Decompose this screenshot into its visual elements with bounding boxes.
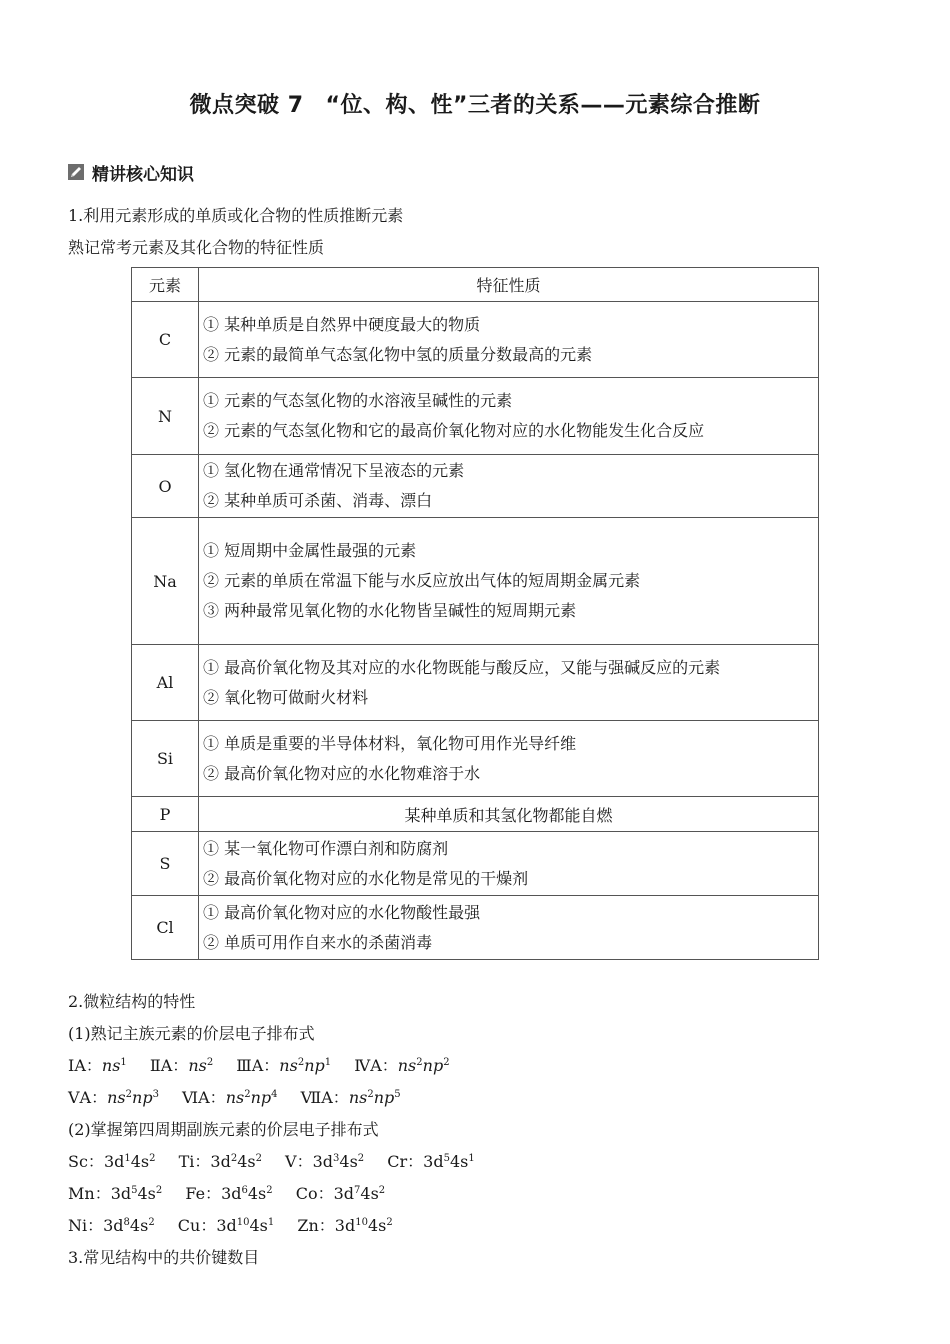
table-row (132, 797, 819, 832)
props-cell (199, 378, 819, 455)
props-cell (199, 518, 819, 645)
transition-line (68, 1152, 475, 1172)
pencil-square-icon (68, 164, 84, 180)
prop-line: ① 元素的气态氢化物的水溶液呈碱性的元素 (203, 391, 513, 410)
element-cell: P (132, 797, 199, 832)
config-item: ⅠA：$ns^1$ (68, 1056, 127, 1075)
props-cell (199, 455, 819, 518)
table-header-props: 特征性质 (199, 268, 819, 302)
item1-heading: 1.利用元素形成的单质或化合物的性质推断元素 (68, 206, 404, 225)
prop-line: ② 单质可用作自来水的杀菌消毒 (203, 932, 433, 952)
config-item: Fe：$3d^64s^2$ (185, 1184, 273, 1203)
config-item: ⅣA：$ns^2np^2$ (354, 1056, 450, 1075)
prop-line: ③ 两种最常见氧化物的水化物皆呈碱性的短周期元素 (203, 601, 577, 620)
item3-heading: 3.常见结构中的共价键数目 (68, 1248, 260, 1267)
prop-line: ② 元素的最简单气态氢化物中氢的质量分数最高的元素 (203, 344, 593, 364)
table-row (132, 302, 819, 378)
prop-line: ① 某一氧化物可作漂白剂和防腐剂 (203, 838, 449, 858)
config-item: ⅥA：$ns^2np^4$ (182, 1088, 278, 1107)
config-item: Mn：$3d^54s^2$ (68, 1184, 163, 1203)
prop-line: ② 某种单质可杀菌、消毒、漂白 (203, 491, 433, 510)
prop-line: ② 最高价氧化物对应的水化物是常见的干燥剂 (203, 868, 529, 888)
config-item: ⅢA：$ns^2np^1$ (236, 1056, 332, 1075)
main-group-line (68, 1088, 401, 1108)
config-item: Zn：$3d^{10}4s^2$ (297, 1216, 393, 1235)
element-cell: Al (132, 645, 199, 721)
prop-line: ① 最高价氧化物对应的水化物酸性最强 (203, 902, 481, 922)
item2-sub1: (1)熟记主族元素的价层电子排布式 (68, 1024, 315, 1043)
prop-line: ① 短周期中金属性最强的元素 (203, 541, 417, 560)
config-item: Sc：$3d^14s^2$ (68, 1152, 156, 1171)
title-part2: “位、构、性”三者的关系——元素综合推断 (325, 93, 761, 118)
element-cell: Na (132, 518, 199, 645)
config-item: ⅦA：$ns^2np^5$ (300, 1088, 401, 1107)
table-row (132, 896, 819, 960)
element-cell: Si (132, 721, 199, 797)
props-cell (199, 645, 819, 721)
item2-heading: 2.微粒结构的特性 (68, 992, 196, 1011)
table-row (132, 455, 819, 518)
table-row (132, 518, 819, 645)
config-item: ⅤA：$ns^2np^3$ (68, 1088, 159, 1107)
config-item: V：$3d^34s^2$ (285, 1152, 365, 1171)
item2-sub2: (2)掌握第四周期副族元素的价层电子排布式 (68, 1120, 379, 1139)
page-title (0, 88, 950, 119)
table-header-row (132, 268, 819, 302)
prop-line: ② 氧化物可做耐火材料 (203, 687, 369, 707)
config-item: Cr：$3d^54s^1$ (387, 1152, 475, 1171)
element-cell: Cl (132, 896, 199, 960)
element-cell: S (132, 832, 199, 896)
prop-line: ② 最高价氧化物对应的水化物难溶于水 (203, 763, 481, 783)
element-properties-table (131, 267, 819, 960)
config-item: Co：$3d^74s^2$ (295, 1184, 386, 1203)
table-row (132, 378, 819, 455)
props-cell (199, 721, 819, 797)
transition-line (68, 1216, 393, 1236)
item1-subheading: 熟记常考元素及其化合物的特征性质 (68, 238, 325, 257)
section-heading-text: 精讲核心知识 (92, 164, 194, 185)
config-item: ⅡA：$ns^2$ (149, 1056, 214, 1075)
table-row (132, 645, 819, 721)
config-item: Ti：$3d^24s^2$ (178, 1152, 262, 1171)
config-item: Cu：$3d^{10}4s^1$ (177, 1216, 275, 1235)
element-cell: C (132, 302, 199, 378)
main-group-line (68, 1056, 450, 1076)
props-cell (199, 302, 819, 378)
prop-line: ② 元素的气态氢化物和它的最高价氧化物对应的水化物能发生化合反应 (203, 421, 705, 440)
props-cell (199, 896, 819, 960)
title-part1: 微点突破 7 (189, 93, 304, 118)
props-cell: 某种单质和其氢化物都能自燃 (199, 797, 819, 832)
table-row (132, 832, 819, 896)
table-header-element: 元素 (132, 268, 199, 302)
prop-line: ① 单质是重要的半导体材料，氧化物可用作光导纤维 (203, 733, 577, 753)
section-heading (68, 160, 194, 184)
props-cell (199, 832, 819, 896)
element-cell: O (132, 455, 199, 518)
prop-line: ② 元素的单质在常温下能与水反应放出气体的短周期金属元素 (203, 571, 641, 590)
prop-line: ① 最高价氧化物及其对应的水化物既能与酸反应，又能与强碱反应的元素 (203, 657, 721, 677)
prop-line: ① 氢化物在通常情况下呈液态的元素 (203, 461, 465, 480)
transition-line (68, 1184, 385, 1204)
table-row (132, 721, 819, 797)
config-item: Ni：$3d^84s^2$ (68, 1216, 155, 1235)
prop-line: ① 某种单质是自然界中硬度最大的物质 (203, 314, 481, 334)
element-cell: N (132, 378, 199, 455)
